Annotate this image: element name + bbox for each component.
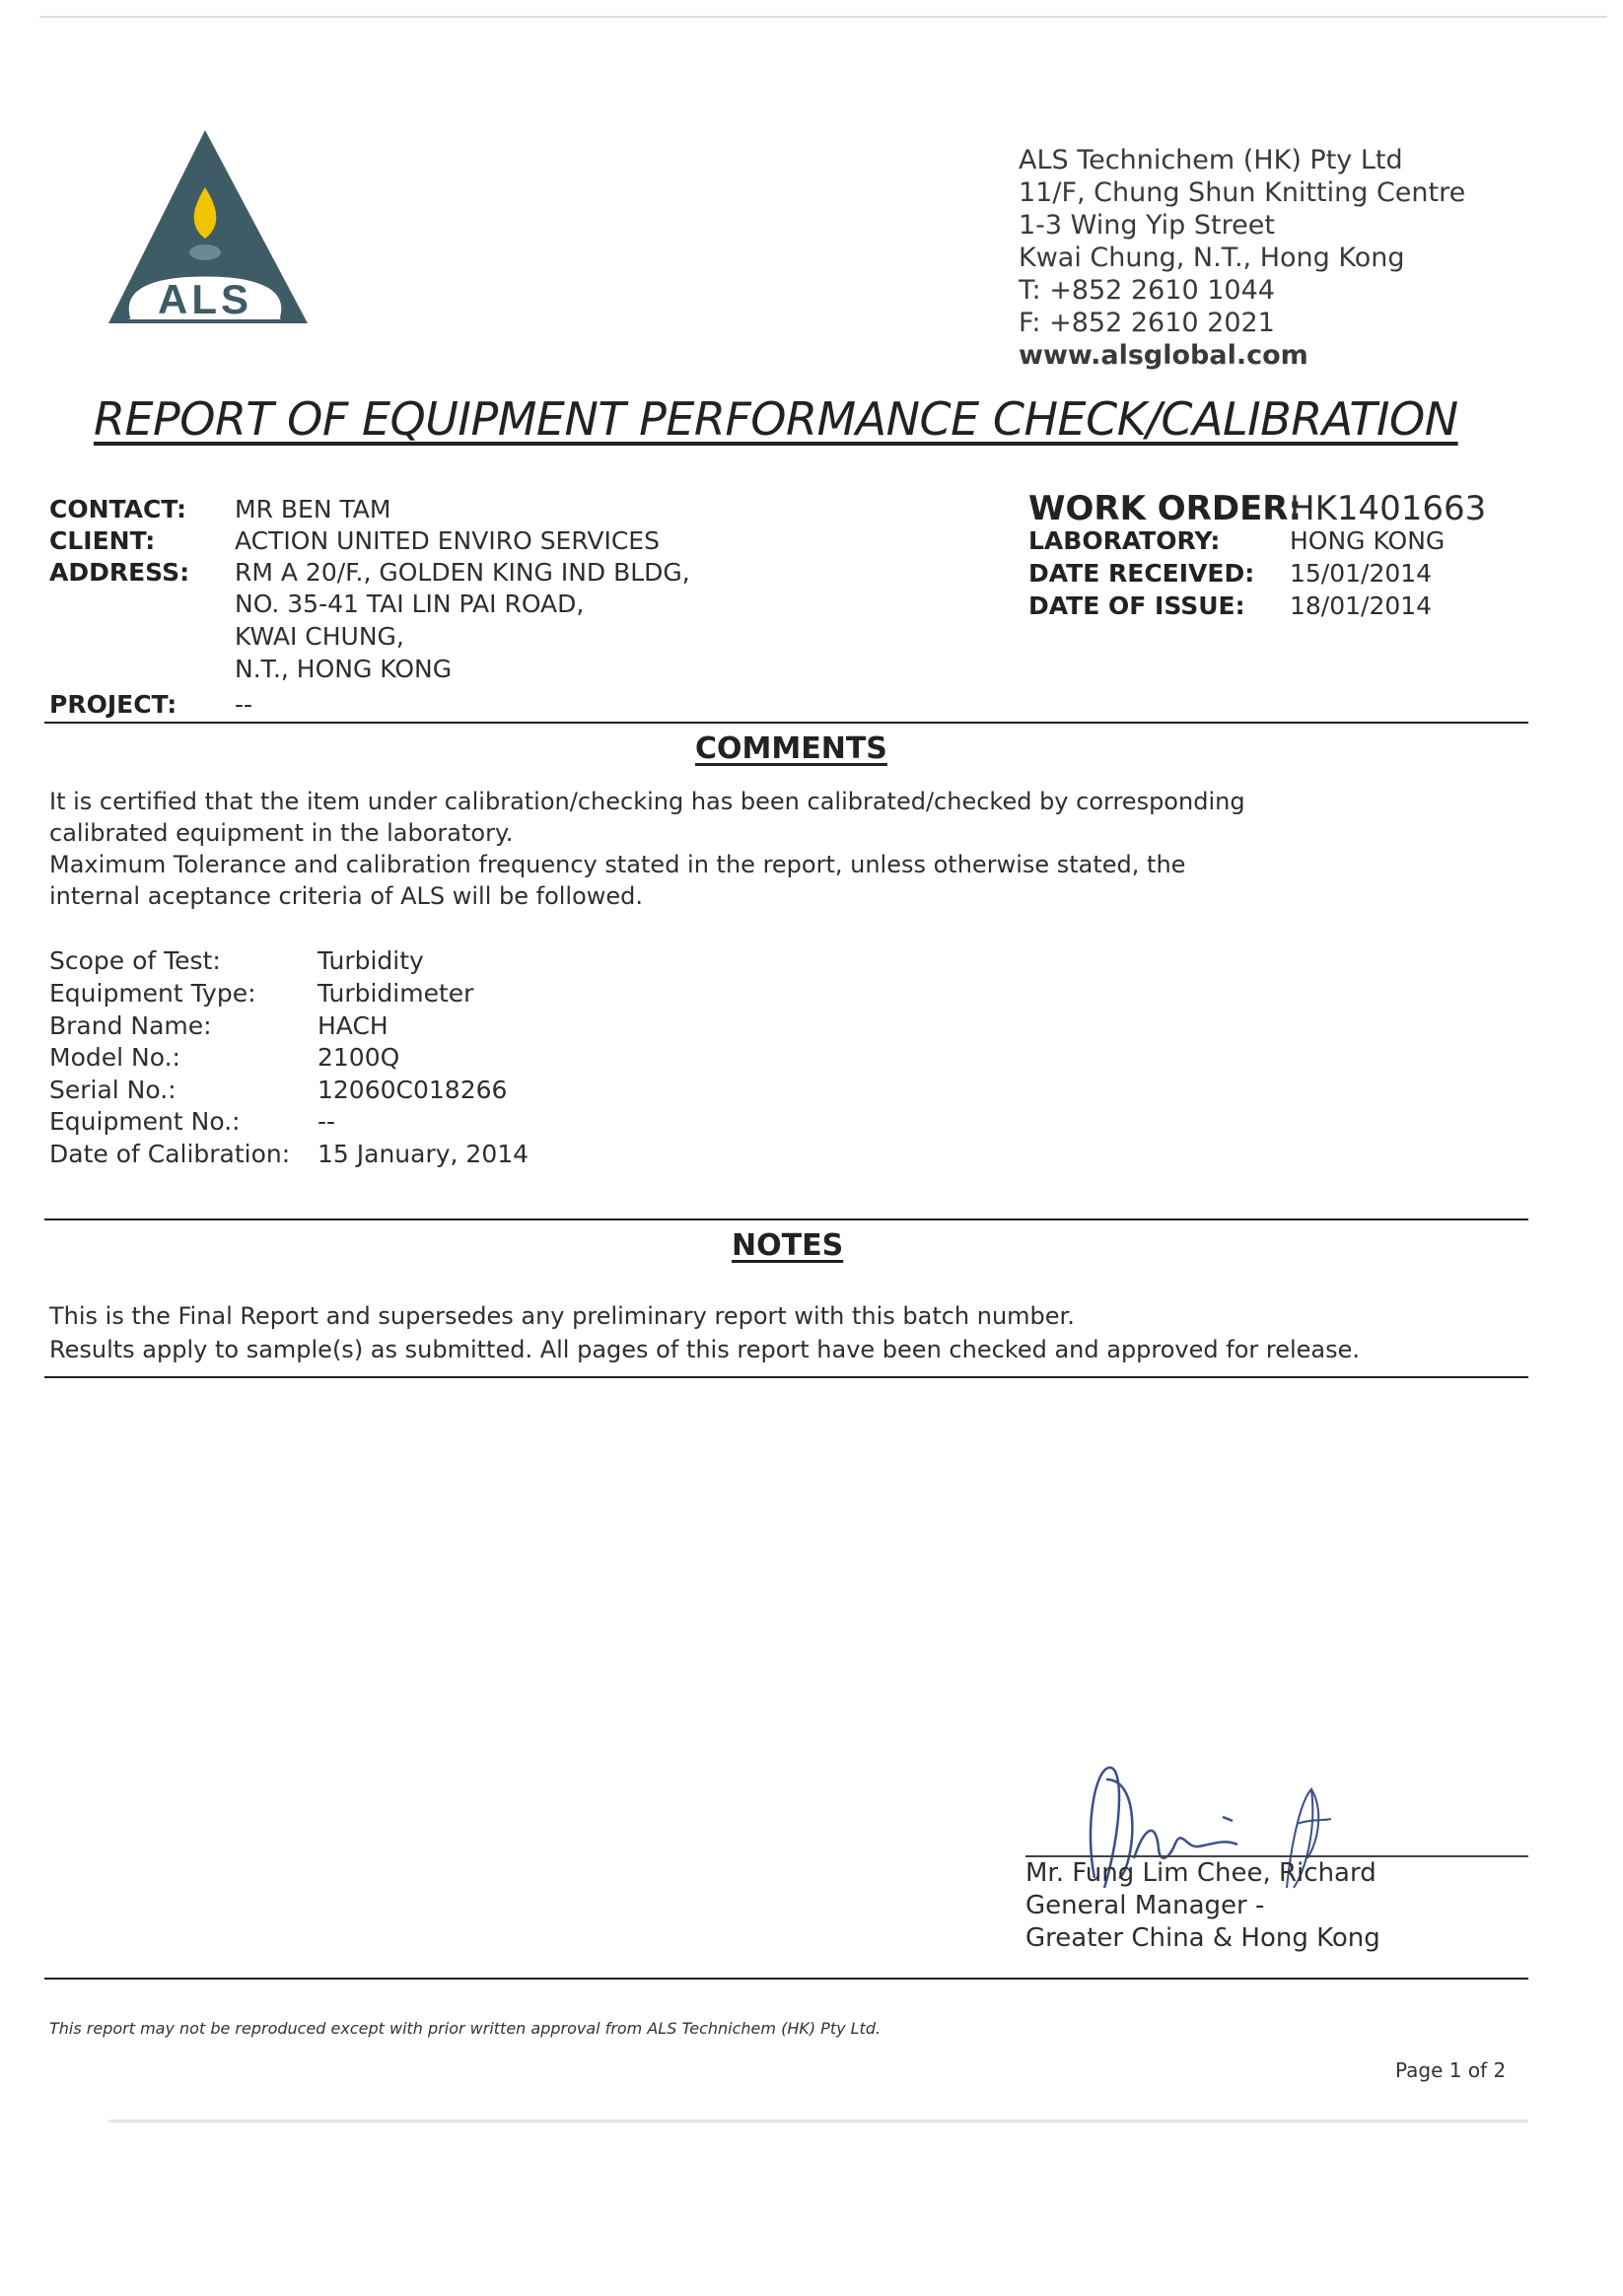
- client-value: ACTION UNITED ENVIRO SERVICES: [235, 526, 660, 555]
- notes-line: Results apply to sample(s) as submitted. All pages of this report have been checked and approved for release.: [49, 1336, 1361, 1363]
- laboratory-label: LABORATORY:: [1028, 526, 1221, 555]
- address-line: KWAI CHUNG,: [235, 622, 404, 651]
- company-fax: F: +852 2610 2021: [1019, 308, 1275, 338]
- equipment-value: HACH: [318, 1011, 388, 1040]
- comments-line: calibrated equipment in the laboratory.: [49, 819, 514, 847]
- divider: [44, 1978, 1528, 1980]
- comments-heading: COMMENTS: [695, 731, 887, 766]
- equipment-value: Turbidity: [318, 946, 424, 975]
- signatory-title: Greater China & Hong Kong: [1025, 1923, 1380, 1953]
- address-label: ADDRESS:: [49, 558, 190, 587]
- equipment-label: Scope of Test:: [49, 946, 221, 975]
- notes-heading: NOTES: [732, 1228, 844, 1263]
- comments-text: [49, 786, 1245, 912]
- equipment-label: Model No.:: [49, 1043, 180, 1072]
- equipment-label: Date of Calibration:: [49, 1140, 291, 1168]
- divider: [44, 1218, 1528, 1220]
- bottom-border: [108, 2120, 1528, 2122]
- signatory-block: [1025, 1857, 1380, 1955]
- equipment-value: --: [318, 1107, 336, 1136]
- date-of-issue-value: 18/01/2014: [1290, 591, 1433, 620]
- date-of-issue-label: DATE OF ISSUE:: [1028, 591, 1245, 620]
- equipment-label: Equipment Type:: [49, 979, 256, 1008]
- company-address-line: Kwai Chung, N.T., Hong Kong: [1019, 243, 1405, 273]
- work-order-value: HK1401663: [1290, 489, 1487, 528]
- page-number: Page 1 of 2: [1395, 2058, 1507, 2082]
- top-border: [39, 16, 1607, 18]
- project-value: --: [235, 690, 253, 719]
- company-website: www.alsglobal.com: [1019, 340, 1308, 371]
- address-line: RM A 20/F., GOLDEN KING IND BLDG,: [235, 558, 690, 587]
- address-line: N.T., HONG KONG: [235, 655, 453, 683]
- company-name: ALS Technichem (HK) Pty Ltd: [1019, 145, 1403, 175]
- equipment-label: Serial No.:: [49, 1076, 176, 1104]
- equipment-value: 12060C018266: [318, 1076, 508, 1104]
- logo-text: ALS: [158, 276, 252, 322]
- footer-disclaimer: This report may not be reproduced except with prior written approval from ALS Technichem (HK) Pty Ltd.: [49, 2019, 882, 2038]
- report-title: REPORT OF EQUIPMENT PERFORMANCE CHECK/CALIBRATION: [94, 392, 1458, 446]
- comments-line: internal aceptance criteria of ALS will be followed.: [49, 882, 644, 910]
- equipment-value: 2100Q: [318, 1043, 400, 1072]
- als-logo-icon: [99, 126, 325, 333]
- contact-label: CONTACT:: [49, 495, 187, 523]
- notes-line: This is the Final Report and supersedes any preliminary report with this batch number.: [49, 1302, 1075, 1330]
- company-address-line: 1-3 Wing Yip Street: [1019, 210, 1275, 241]
- equipment-label: Brand Name:: [49, 1011, 212, 1040]
- divider: [44, 1376, 1528, 1378]
- notes-text: [49, 1299, 1360, 1366]
- equipment-label: Equipment No.:: [49, 1107, 241, 1136]
- equipment-value: 15 January, 2014: [318, 1140, 529, 1168]
- company-tel: T: +852 2610 1044: [1019, 275, 1275, 306]
- company-address-line: 11/F, Chung Shun Knitting Centre: [1019, 177, 1466, 208]
- date-received-label: DATE RECEIVED:: [1028, 559, 1255, 588]
- divider: [44, 722, 1528, 724]
- signatory-title: General Manager -: [1025, 1891, 1265, 1920]
- project-label: PROJECT:: [49, 690, 177, 719]
- contact-value: MR BEN TAM: [235, 495, 391, 523]
- equipment-value: Turbidimeter: [318, 979, 474, 1008]
- laboratory-value: HONG KONG: [1290, 526, 1446, 555]
- client-label: CLIENT:: [49, 526, 156, 555]
- work-order-label: WORK ORDER:: [1028, 489, 1303, 528]
- date-received-value: 15/01/2014: [1290, 559, 1433, 588]
- signatory-name: Mr. Fung Lim Chee, Richard: [1025, 1858, 1376, 1888]
- company-details: [1019, 144, 1465, 372]
- comments-line: It is certified that the item under calibration/checking has been calibrated/checked by corresponding: [49, 788, 1245, 815]
- comments-line: Maximum Tolerance and calibration frequency stated in the report, unless otherwise stated, the: [49, 851, 1186, 878]
- address-line: NO. 35-41 TAI LIN PAI ROAD,: [235, 590, 585, 618]
